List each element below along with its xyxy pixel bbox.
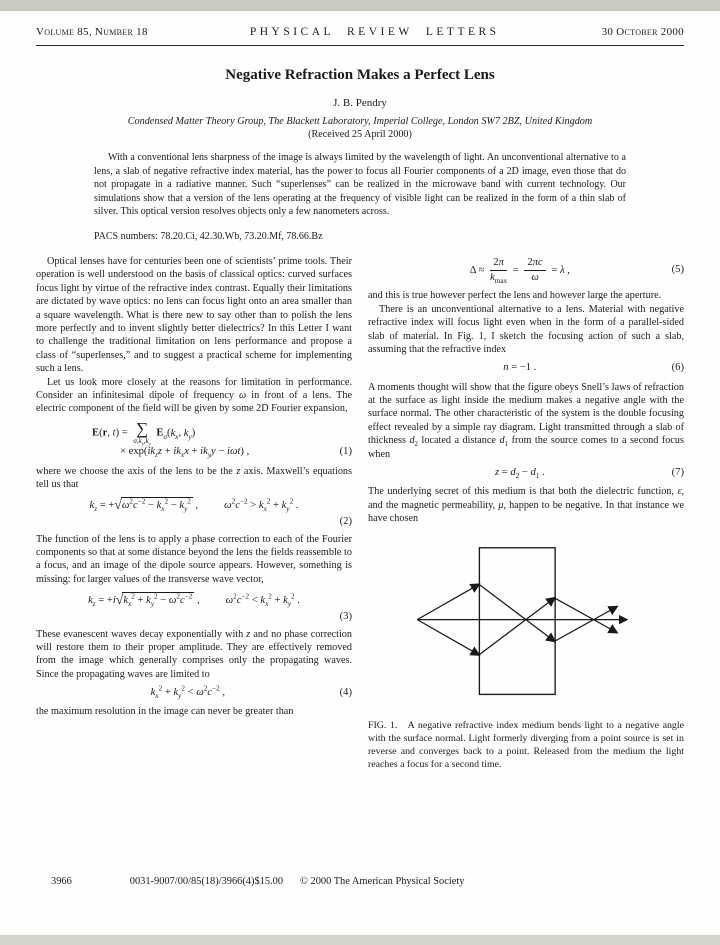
page-number: 3966 [51, 876, 72, 887]
two-column-body [36, 255, 684, 772]
equation-7 [368, 466, 684, 480]
equation-number: (4) [339, 687, 352, 699]
article-title: Negative Refraction Makes a Perfect Lens [225, 67, 495, 83]
incident-ray-down [417, 619, 478, 654]
equation-number: (6) [671, 362, 684, 374]
header-rule [36, 45, 684, 46]
equation-3 [36, 591, 352, 622]
scan-band-top [0, 0, 720, 11]
paragraph: and this is true however perfect the lens and however large the aperture. [368, 290, 662, 302]
equation-2 [36, 496, 352, 527]
paragraph: Optical lenses have for centuries been one of scientists’ prime tools. Their operation is well understood on the basis of classical optics: curved surfaces focus light by virtue of the refractive index contrast. Equally their limitations are dictated by wave optics: no lens can focus light onto an area smaller than a square wavelength. What is there new to say other than to polish the lens more perfectly and to invent slightly better dielectrics? In this Letter I want to challenge the traditional limitation on lens performance and propose a class of “superlenses,” and to suggest a practical scheme for implementing such a lens. [36, 255, 352, 375]
equation-number: (3) [339, 610, 352, 622]
equation-4 [36, 686, 352, 700]
copyright-notice: © 2000 The American Physical Society [300, 876, 465, 887]
equation-body: $k_z = +√\omega^2c^{-2} - k_x^2 - k_y^2$ , $\omega^2c^{-2} > k_x^2 + k_y^2$ . [89, 497, 299, 514]
paragraph: The underlying secret of this medium is that both the dielectric function, ε, and the magnetic permeability, μ, happen to be negative. In that instance we have chosen [368, 486, 684, 525]
paragraph: These evanescent waves decay exponentially with z and no phase correction will restore them to their proper amplitude. They are effectively removed from the image which generally comprises only the propagating waves. Since the propagating waves are limited to [36, 628, 352, 680]
equation-number: (2) [339, 516, 352, 528]
equation-body: n = −1 . [503, 362, 537, 374]
page-footer [36, 876, 684, 887]
journal-name: PHYSICAL REVIEW LETTERS [249, 26, 500, 38]
equation-number: (1) [339, 446, 352, 458]
exit-ray-up [555, 607, 616, 641]
figure1-ray-diagram [390, 540, 662, 708]
refracted-ray-up [479, 598, 554, 654]
journal-header [36, 26, 684, 38]
paragraph: the maximum resolution in the image can never be greater than [36, 706, 294, 718]
negative-index-slab [479, 547, 555, 694]
incident-ray-up [417, 584, 478, 619]
volume-issue: Volume 85, Number 18 [36, 26, 148, 38]
figure1-caption: FIG. 1. A negative refractive index medium bends light to a negative angle with the surface normal. Light formerly diverging from a point source is set in reverse and converges back to a point. Released from the medium the light reaches a focus for a second time. [368, 720, 684, 770]
equation-1 [36, 418, 352, 460]
equation-body: $k_z = +i√k_x^2 + k_y^2 - \omega^2c^{-2}$ , $\omega^2c^{-2} < k_x^2 + k_y^2$ . [88, 592, 300, 609]
equation-body: Δ ≈ $\frac{2\pi}{k_{max}}$ = $\frac{2\pi c}{\omega}$ = λ , [469, 256, 570, 286]
paragraph: A moments thought will show that the figure obeys Snell’s laws of refraction at the surface as light inside the medium makes a negative angle with the surface normal. The other characteristic of the system is the double focusing effect revealed by a simple ray diagram. Light transmitted through a slab of thickness $d_2$ located a distance $d_1$ from the source comes to a second focus when [368, 381, 684, 460]
equation-number: (5) [671, 264, 684, 276]
left-column [36, 255, 352, 772]
author-name: J. B. Pendry [333, 97, 387, 109]
scan-band-bottom [0, 935, 720, 945]
author-affiliation: Condensed Matter Theory Group, The Blackett Laboratory, Imperial College, London SW7 2BZ, United Kingdom [127, 116, 593, 127]
issue-date: 30 October 2000 [601, 26, 684, 38]
equation-5 [368, 257, 684, 284]
equation-body: $k_x^2 + k_y^2 < \omega^2c^{-2}$ , [150, 684, 225, 701]
abstract: With a conventional lens sharpness of the image is always limited by the wavelength of light. An unconventional alternative to a lens, a slab of negative refractive index material, has the power to focus all Fourier components of a 2D image, even those that do not propagate in a radiative manner. Such “superlenses” can be realized in the microwave band with current technology. Our simulations show that a version of the lens operating at the frequency of visible light can be realized in the form of a thin slab of silver. This optical version resolves objects only a few nanometers across. [94, 152, 626, 218]
equation-body: E(r, t) = ∑ $\sigma,k_x,k_y$ $E_\sigma(k_x$, $k_y$) [92, 418, 196, 448]
article-doc-code: 0031-9007/00/85(18)/3966(4)$15.00 [129, 876, 284, 887]
paragraph: Let us look more closely at the reasons for limitation in performance. Consider an infinitesimal dipole of frequency ω in front of a lens. The electric component of the field will be given by some 2D Fourier expansion, [36, 376, 352, 415]
page-content [36, 26, 684, 772]
refracted-ray-down [479, 584, 554, 640]
equation-number: (7) [671, 467, 684, 479]
received-date: (Received 25 April 2000) [308, 129, 412, 140]
pacs-numbers: PACS numbers: 78.20.Ci, 42.30.Wb, 73.20.Mf, 78.66.Bz [94, 230, 323, 242]
paragraph: There is an unconventional alternative to a lens. Material with negative refractive index will focus light even when in the form of a parallel-sided slab of material. In Fig. 1, I sketch the focusing action of such a slab, assuming that the refractive index [368, 303, 684, 355]
equation-body: × $\exp(ik_zz + ik_xx + ik_yy - i\omega t)$ , [120, 446, 250, 460]
exit-ray-down [555, 598, 616, 632]
figure-1 [368, 540, 684, 712]
paragraph: The function of the lens is to apply a phase correction to each of the Fourier components so that at some distance beyond the lens the fields reassemble to a focus, and an image of the dipole source appears. However, something is missing: for larger values of the transverse wave vector, [36, 533, 352, 585]
equation-6 [368, 361, 684, 375]
equation-body: $z = d_2 - d_1$ . [494, 467, 545, 481]
right-column [368, 255, 684, 772]
paragraph: where we choose the axis of the lens to be the z axis. Maxwell’s equations tell us that [36, 465, 352, 491]
